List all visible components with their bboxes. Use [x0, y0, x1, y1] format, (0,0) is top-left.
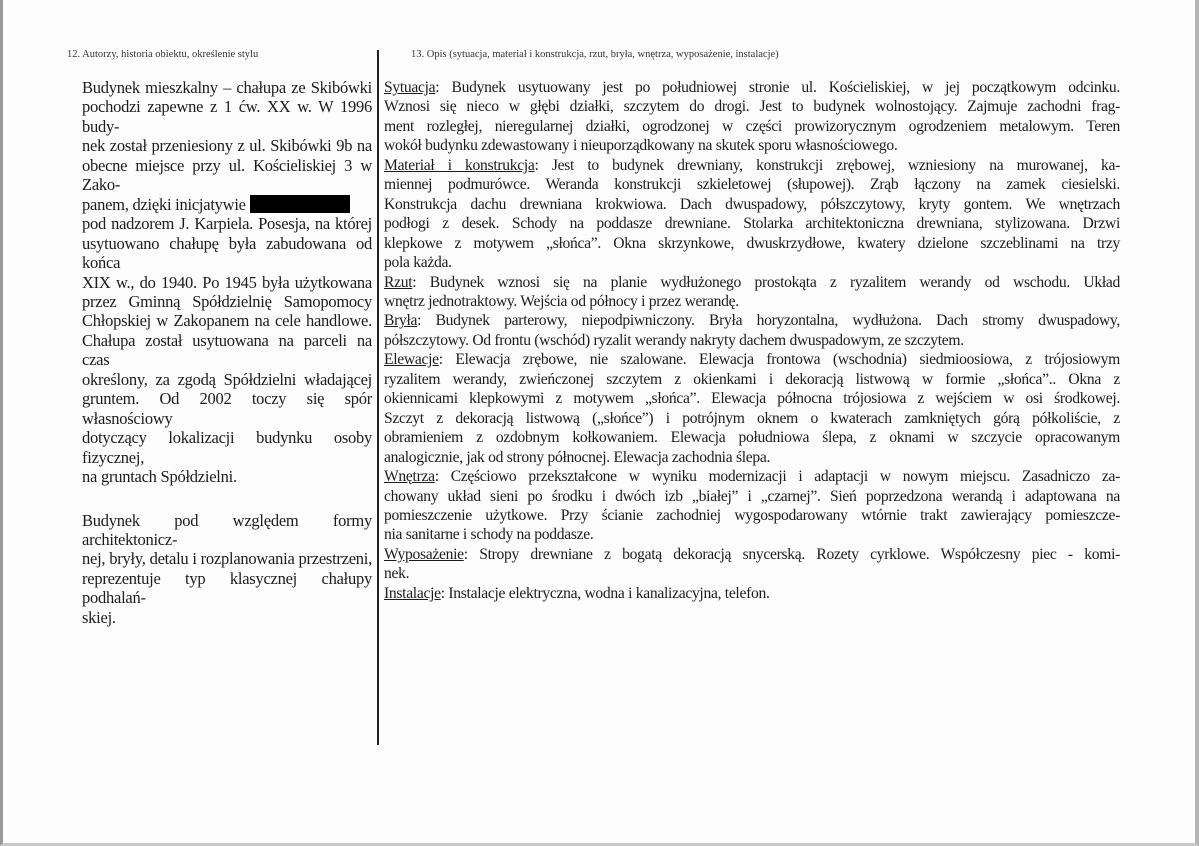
- section-label: Bryła: [384, 312, 418, 330]
- text-line: [82, 234, 372, 273]
- section-line-content: pola każda.: [384, 254, 452, 272]
- section-line-content: : Elewacja zrębowe, nie szalowane. Elewacja frontowa (wschodnia) siedmioosiowa, z trójosiowym: [438, 351, 1120, 369]
- section-line-content: : Instalacje elektryczna, wodna i kanalizacyjna, telefon.: [440, 584, 770, 602]
- section-line-content: Szczyt z dekoracją listwową („słońce”) i potrójnym oknem o kwaterach zamkniętych górą półkoliście, z: [384, 409, 1120, 427]
- text-line-content: usytuowano chałupę była zabudowana od końca: [82, 233, 372, 273]
- section-line: [384, 448, 1120, 467]
- text-line-content: Budynek mieszkalny – chałupa ze Skibówki: [82, 78, 372, 97]
- section-line: [384, 506, 1120, 525]
- text-line-content: reprezentuje typ klasycznej chałupy podhalań-: [82, 568, 372, 608]
- section-line-content: Konstrukcja dachu drewniana krokwiowa. Dach dwuspadowy, półszczytowy, kryty gontem. We wnętrzach: [384, 195, 1120, 213]
- text-line: [82, 156, 372, 195]
- section-line: [384, 78, 1120, 97]
- section-line: [384, 292, 1120, 311]
- text-line-content: określony, za zgodą Spółdzielni władającej: [82, 369, 372, 389]
- text-line-content: XIX w., do 1940. Po 1945 była użytkowana: [82, 272, 372, 292]
- section-line-content: : Budynek parterowy, niepodpiwniczony. Bryła horyzontalna, wydłużona. Dach stromy dwuspadowy,: [417, 312, 1120, 330]
- text-line-content: panem, dzięki inicjatywie: [82, 194, 246, 214]
- section-label: Wnętrza: [384, 468, 435, 486]
- section-line-content: nek.: [384, 565, 410, 583]
- section-line-content: Wznosi się nieco w głębi działki, szczytem do drogi. Jest to budynek wolnostojący. Zajmuje zachodni frag-: [384, 98, 1120, 116]
- section-line-content: miennej podmurówce. Weranda konstrukcji szkieletowej (słupowej). Zrąb łączony na zamek ciesielski.: [384, 176, 1120, 194]
- section-line: [384, 350, 1120, 369]
- text-line: [82, 136, 372, 155]
- text-line: [82, 331, 372, 370]
- section-line-content: pomieszczenie użytkowe. Przy ścianie zachodniej wygospodarowany wtórnie trakt zawierający pomieszcze-: [384, 506, 1120, 524]
- section-line-content: chowany układ sieni po środku i dwóch izb „białej” i „czarnej”. Sień poprzedzona werandą i adaptowana na: [384, 487, 1120, 505]
- section-line: [384, 564, 1120, 583]
- text-line-content: obecne miejsce przy ul. Kościeliskiej 3 w Zako-: [82, 155, 372, 195]
- section-line: [384, 525, 1120, 544]
- text-line-content: dotyczący lokalizacji budynku osoby fizycznej,: [82, 428, 372, 467]
- text-line: [82, 97, 372, 136]
- section-line: [384, 156, 1120, 175]
- text-line-content: skiej.: [82, 607, 116, 627]
- section-line: [384, 331, 1120, 350]
- text-line-content: Budynek pod względem formy architektonicz-: [82, 510, 372, 549]
- redacted-name-box: [250, 195, 350, 213]
- section-line: [384, 214, 1120, 233]
- section-line-content: : Budynek usytuowany jest po południowej stronie ul. Kościeliskiej, w jej początkowym odcinku.: [435, 79, 1120, 96]
- section-line: [384, 136, 1120, 155]
- section-line: [384, 584, 1120, 603]
- section-line-content: wnętrz jednotraktowy. Wejścia od północy i przez werandę.: [384, 292, 739, 310]
- text-line: [82, 467, 372, 486]
- section-label: Sytuacja: [384, 79, 436, 96]
- section-label: Elewacje: [384, 351, 439, 369]
- text-line: [82, 370, 372, 389]
- text-line-content: pochodzi zapewne z 1 ćw. XX w. W 1996 budy-: [82, 97, 372, 136]
- section-line-content: analogicznie, jak od strony północnej. Elewacja zachodnia ślepa.: [384, 448, 771, 466]
- section-line: [384, 409, 1120, 428]
- section-line-content: : Jest to budynek drewniany, konstrukcji zrębowej, wzniesiony na murowanej, ka-: [534, 156, 1120, 174]
- section-line: [384, 97, 1120, 116]
- section-line-content: podłogi z desek. Schody na poddasze drewniane. Stolarka architektoniczna drewniana, stylizowana. Drzwi: [384, 215, 1120, 233]
- text-line: [82, 273, 372, 292]
- text-line-content: nej, bryły, detalu i rozplanowania przestrzeni,: [82, 549, 372, 569]
- section-line-content: : Częściowo przekształcone w wyniku modernizacji i adaptacji w nowym miejscu. Zasadniczo za-: [434, 468, 1120, 486]
- section-line: [384, 195, 1120, 214]
- text-line-content: nek został przeniesiony z ul. Skibówki 9b na: [82, 136, 372, 156]
- section-line-content: : Budynek wznosi się na planie wydłużonego prostokąta z ryzalitem werandy od wschodu. Układ: [412, 273, 1120, 291]
- section-line: [384, 428, 1120, 447]
- text-line: [82, 311, 372, 330]
- text-line-content: Chałupa został usytuowana na parceli na czas: [82, 330, 372, 370]
- section-line: [384, 175, 1120, 194]
- text-line-content: pod nadzorem J. Karpiela. Posesja, na której: [82, 214, 372, 234]
- paragraph-gap: [82, 487, 372, 511]
- section-line: [384, 389, 1120, 408]
- section-line: [384, 117, 1120, 136]
- section-line-content: wokół budynku zdewastowany i nieuporządkowany na skutek sporu własnościowego.: [384, 137, 898, 155]
- section-label: Wyposażenie: [384, 545, 464, 563]
- text-line-content: na gruntach Spółdzielni.: [82, 467, 237, 487]
- text-line: [82, 78, 372, 97]
- section-line: [384, 487, 1120, 506]
- text-line-content: przez Gminną Spółdzielnię Samopomocy: [82, 291, 372, 311]
- section-line-content: okiennicami klepkowymi z motywem „słońca”. Elewacja północna trójosiowa z wejściem w osi środkowej.: [384, 390, 1120, 408]
- section-line: [384, 370, 1120, 389]
- left-section-heading: 12. Autorzy, historia obiektu, określenie stylu: [67, 49, 259, 60]
- section-line-content: obramieniem z ozdobnym kołkowaniem. Elewacja południowa ślepa, z oknami w szczycie opracowanym: [384, 429, 1120, 447]
- section-line-content: klepkowe z motywem „słońca”. Okna skrzynkowe, dwuskrzydłowe, kwatery dzielone szczeblinami na trzy: [384, 234, 1120, 252]
- section-line-content: nia sanitarne i schody na poddasze.: [384, 526, 594, 544]
- section-line: [384, 545, 1120, 564]
- text-line: [82, 428, 372, 467]
- text-line: [82, 549, 372, 568]
- text-line: [82, 569, 372, 608]
- text-line: [82, 195, 372, 214]
- section-line: [384, 234, 1120, 253]
- section-line: [384, 253, 1120, 272]
- text-line-content: Chłopskiej w Zakopanem na cele handlowe.: [82, 311, 372, 331]
- text-line: [82, 608, 372, 627]
- section-line: [384, 467, 1120, 486]
- section-label: Instalacje: [384, 584, 441, 602]
- section-line: [384, 273, 1120, 292]
- column-divider: [377, 50, 379, 745]
- section-line: [384, 311, 1120, 330]
- text-line: [82, 389, 372, 428]
- section-line-content: : Stropy drewniane z bogatą dekoracją snycerską. Rozety cyrklowe. Współczesny piec - komi-: [463, 545, 1120, 563]
- section-label: Rzut: [384, 273, 413, 291]
- text-line: [82, 214, 372, 233]
- text-line-content: gruntem. Od 2002 toczy się spór własnościowy: [82, 389, 372, 428]
- section-label: Materiał i konstrukcja: [384, 156, 535, 174]
- section-line-content: ryzalitem werandy, zwieńczonej szczytem z okienkami i dekoracją listwową w formie „słońca”.. Okna z: [384, 370, 1120, 388]
- text-line: [82, 511, 372, 550]
- description-column: [384, 78, 1120, 603]
- right-section-heading: 13. Opis (sytuacja, materiał i konstrukcja, rzut, bryła, wnętrza, wyposażenie, instalacje): [411, 49, 779, 60]
- history-column: [82, 78, 372, 627]
- text-line: [82, 292, 372, 311]
- section-line-content: ment rozległej, nieregularnej działki, ogrodzonej w części prowizorycznym ogrodzeniem metalowym. Teren: [384, 117, 1120, 135]
- section-line-content: półszczytowy. Od frontu (wschód) ryzalit werandy nakryty dachem dwuspadowym, ze szczytem.: [384, 331, 964, 349]
